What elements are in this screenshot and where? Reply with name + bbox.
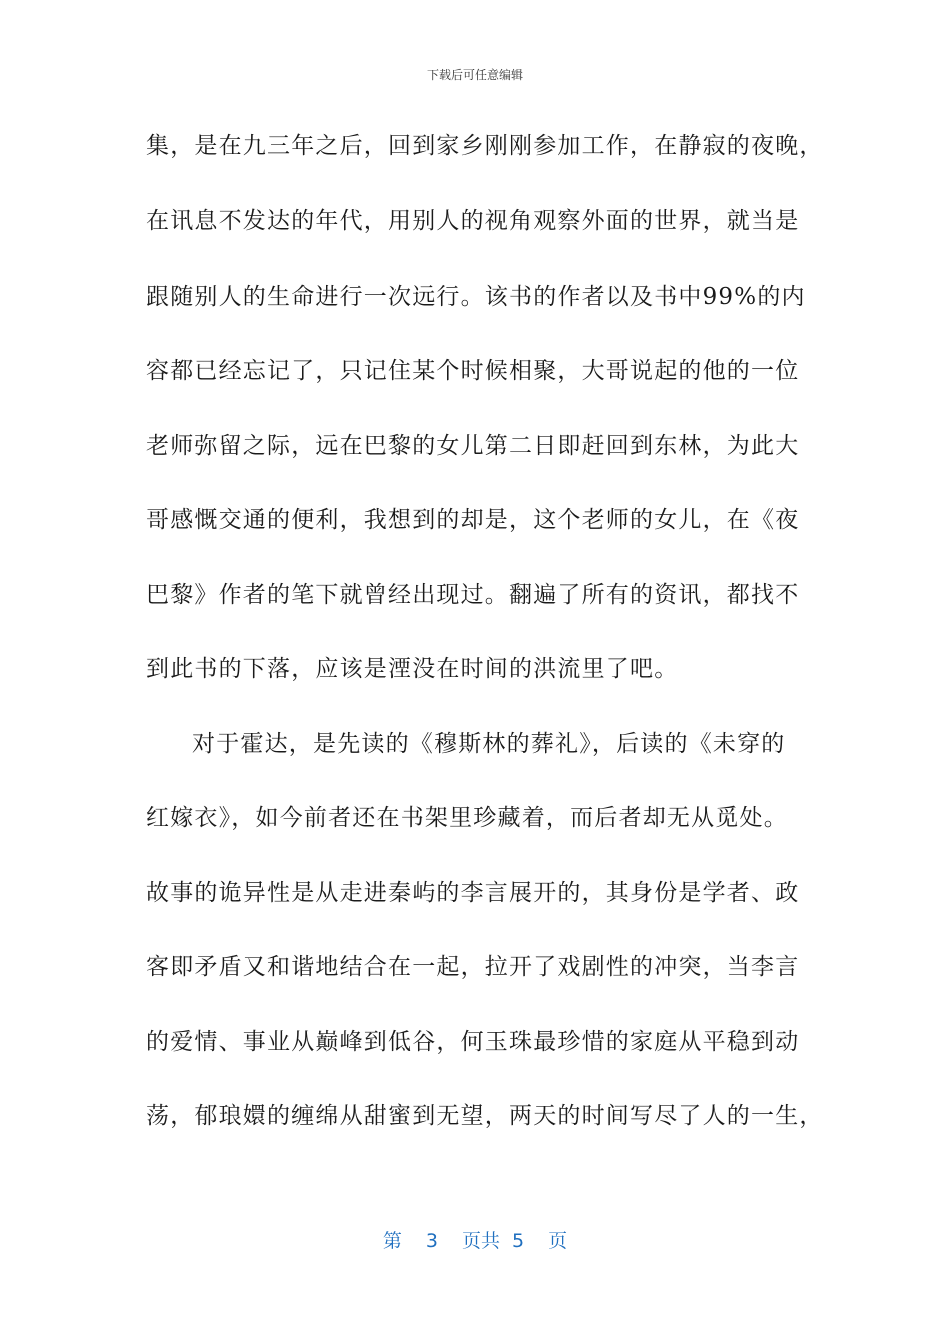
text-line: 容都已经忘记了，只记住某个时候相聚，大哥说起的他的一位 (146, 358, 800, 384)
text-line: 到此书的下落，应该是湮没在时间的洪流里了吧。 (146, 656, 679, 682)
text-line: 在讯息不发达的年代，用别人的视角观察外面的世界，就当是 (146, 208, 800, 234)
text-line: 的爱情、事业从巅峰到低谷，何玉珠最珍惜的家庭从平稳到动 (146, 1029, 800, 1055)
current-page-number: 3 (425, 1230, 438, 1252)
text-line: 客即矛盾又和谐地结合在一起，拉开了戏剧性的冲突，当李言 (146, 954, 800, 980)
text-line: 红嫁衣》，如今前者还在书架里珍藏着，而后者却无从觅处。 (146, 805, 788, 831)
text-line: 对于霍达，是先读的《穆斯林的葬礼》，后读的《未穿的 (192, 731, 786, 757)
page-label-suffix: 页 (548, 1230, 568, 1252)
text-line: 巴黎》作者的笔下就曾经出现过。翻遍了所有的资讯，都找不 (146, 582, 800, 608)
page-header: 下载后可任意编辑 (426, 68, 523, 82)
text-line: 跟随别人的生命进行一次远行。该书的作者以及书中99%的内 (146, 284, 806, 310)
total-pages-number: 5 (512, 1230, 525, 1252)
text-line: 哥感慨交通的便利，我想到的却是，这个老师的女儿，在《夜 (146, 507, 800, 533)
text-line: 荡，郁琅嬛的缠绵从甜蜜到无望，两天的时间写尽了人的一生， (146, 1103, 824, 1129)
page-label-prefix: 第 (382, 1230, 402, 1252)
text-line: 老师弥留之际，远在巴黎的女儿第二日即赶回到东林，为此大 (146, 433, 800, 459)
text-line: 故事的诡异性是从走进秦屿的李言展开的，其身份是学者、政 (146, 880, 800, 906)
text-line: 集，是在九三年之后，回到家乡刚刚参加工作，在静寂的夜晚， (146, 133, 824, 159)
page-label-mid: 页共 (461, 1230, 500, 1252)
page-footer (0, 1226, 950, 1253)
